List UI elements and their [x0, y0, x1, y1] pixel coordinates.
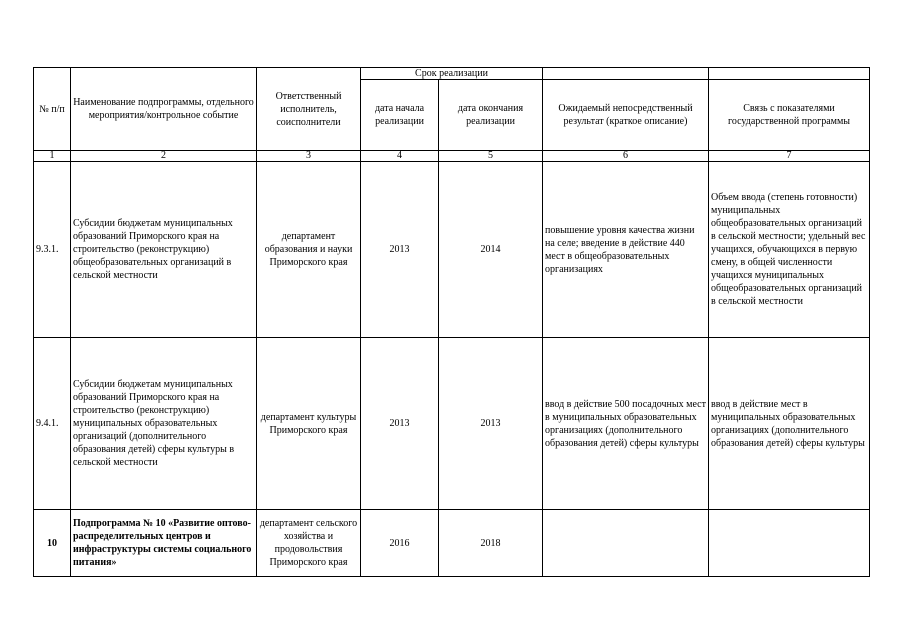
header-end: дата окончания реализации [439, 80, 543, 151]
row-link: ввод в действие мест в муниципальных образовательных организациях (дополнительного образования детей) сферы культуры [709, 338, 870, 510]
row-responsible: департамент сельского хозяйства и продовольствия Приморского края [257, 510, 361, 577]
column-number: 1 [34, 151, 71, 162]
column-numbers-row [34, 151, 870, 162]
row-end: 2018 [439, 510, 543, 577]
header-result: Ожидаемый непосредственный результат (краткое описание) [543, 80, 709, 151]
header-row-top [34, 68, 870, 80]
document-page [33, 67, 870, 577]
row-result: ввод в действие 500 посадочных мест в муниципальных образовательных организациях (дополнительного образования детей) сферы культуры [543, 338, 709, 510]
column-number: 2 [71, 151, 257, 162]
row-start: 2016 [361, 510, 439, 577]
row-link: Объем ввода (степень готовности) муниципальных общеобразовательных организаций в сельской местности; удельный вес учащихся, обучающихся в первую смену, в общей численности учащихся муниципальных общеобразовательных организаций в сельской местности [709, 162, 870, 338]
program-table [33, 67, 870, 577]
table-row [34, 162, 870, 338]
table-row [34, 510, 870, 577]
header-num: № п/п [34, 68, 71, 151]
row-name: Субсидии бюджетам муниципальных образований Приморского края на строительство (реконструкцию) муниципальных образовательных организаций (дополнительного образования детей) сферы культуры в сельской местности [71, 338, 257, 510]
column-number: 4 [361, 151, 439, 162]
row-num: 10 [34, 510, 71, 577]
row-num: 9.4.1. [34, 338, 71, 510]
header-link: Связь с показателями государственной программы [709, 80, 870, 151]
row-responsible: департамент образования и науки Приморского края [257, 162, 361, 338]
header-responsible: Ответственный исполнитель, соисполнители [257, 68, 361, 151]
row-start: 2013 [361, 338, 439, 510]
row-end: 2014 [439, 162, 543, 338]
row-link [709, 510, 870, 577]
column-number: 5 [439, 151, 543, 162]
row-name: Подпрограмма № 10 «Развитие оптово-распределительных центров и инфраструктуры системы социального питания» [71, 510, 257, 577]
header-blank-6 [543, 68, 709, 80]
table-row [34, 338, 870, 510]
row-end: 2013 [439, 338, 543, 510]
row-result: повышение уровня качества жизни на селе; введение в действие 440 мест в общеобразовательных организациях [543, 162, 709, 338]
header-start: дата начала реализации [361, 80, 439, 151]
header-blank-7 [709, 68, 870, 80]
row-responsible: департамент культуры Приморского края [257, 338, 361, 510]
header-name: Наименование подпрограммы, отдельного мероприятия/контрольное событие [71, 68, 257, 151]
column-number: 6 [543, 151, 709, 162]
row-start: 2013 [361, 162, 439, 338]
row-result [543, 510, 709, 577]
row-name: Субсидии бюджетам муниципальных образований Приморского края на строительство (реконструкцию) общеобразовательных организаций в сельской местности [71, 162, 257, 338]
header-term: Срок реализации [361, 68, 543, 80]
column-number: 3 [257, 151, 361, 162]
row-num: 9.3.1. [34, 162, 71, 338]
column-number: 7 [709, 151, 870, 162]
